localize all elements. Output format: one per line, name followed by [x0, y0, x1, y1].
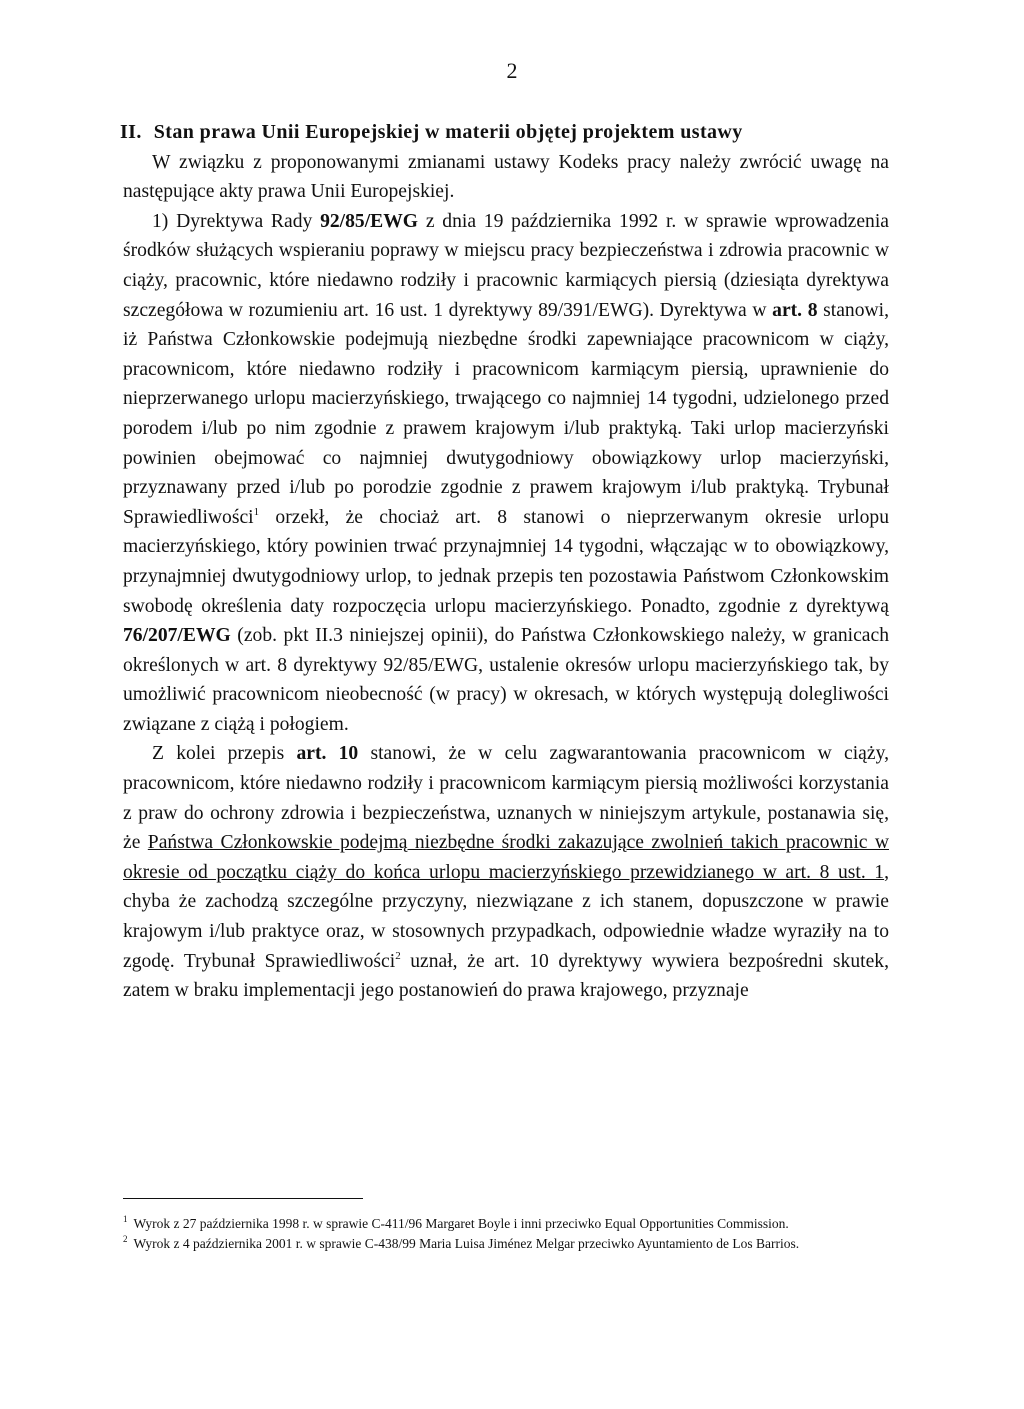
intro-paragraph: W związku z proponowanymi zmianami ustawy Kodeks pracy należy zwrócić uwagę na następujące akty prawa Unii Europejskiej.	[123, 151, 889, 203]
directive-76-207-label: 76/207/EWG	[123, 625, 231, 647]
footnote-2-text: Wyrok z 4 października 2001 r. w sprawie C-438/99 Maria Luisa Jiménez Melgar przeciwko Ayuntamiento de Los Barrios.	[133, 1236, 800, 1251]
art10-text-a: stanowi, że w celu zagwarantowania pracownicom w ciąży, pracownicom, które niedawno rodziły i pracownicom karmiącym piersią możliwości korzystania z praw do ochrony zdrowia i bezpieczeństwa, uznanych w niniejszym artykule, postanawia się, że	[123, 743, 889, 854]
footnote-1-text: Wyrok z 27 października 1998 r. w sprawie C-411/96 Margaret Boyle i inni przeciwko Equal Opportunities Commission.	[133, 1216, 789, 1231]
directive-92-85-paragraph	[123, 207, 889, 740]
art10-text-b: , chyba że zachodzą szczególne przyczyny, niezwiązane z ich stanem, dopuszczone w prawie krajowym i/lub praktyce oraz, w stosownych przypadkach, odpowiednie władze wyraziły na to zgodę. Trybunał Sprawiedliwości	[123, 861, 889, 972]
item1-text-c: orzekł, że chociaż art. 8 stanowi o nieprzerwanym okresie urlopu macierzyńskiego, który powinien trwać przynajmniej 14 tygodni, włączając w to obowiązkowy, przynajmniej dwutygodniowy urlop, to jednak przepis ten pozostawia Państwom Członkowskim swobodę określenia daty rozpoczęcia urlopu macierzyńskiego. Ponadto, zgodnie z dyrektywą	[123, 506, 889, 617]
section-title: Stan prawa Unii Europejskiej w materii objętej projektem ustawy	[153, 121, 743, 143]
document-body	[120, 118, 889, 1006]
item1-prefix: 1) Dyrektywa Rady	[152, 210, 321, 232]
footnote-ref-2: 2	[395, 949, 401, 962]
page-number: 2	[506, 58, 518, 83]
section-heading	[120, 118, 889, 148]
section-number: II.	[120, 121, 142, 143]
item1-text-d: (zob. pkt II.3 niniejszej opinii), do Państwa Członkowskiego należy, w granicach określonych w art. 8 dyrektywy 92/85/EWG, ustalenie okresów urlopu macierzyńskiego tak, by umożliwić pracownicom nieobecność (w pracy) w okresach, w których występują dolegliwości związane z ciążą i połogiem.	[123, 625, 889, 735]
underlined-provision: Państwa Członkowskie podejmą niezbędne środki zakazujące zwolnień takich pracownic w okresie od początku ciąży do końca urlopu macierzyńskiego przewidzianego w art. 8 ust. 1	[123, 832, 889, 883]
item1-text-b: stanowi, iż Państwa Członkowskie podejmują niezbędne środki zapewniające pracownicom w ciąży, pracownicom, które niedawno rodziły i pracownicom karmiącym piersią, uprawnienie do nieprzerwanego urlopu macierzyńskiego, trwającego co najmniej 14 tygodni, udzielonego przed porodem i/lub po nim zgodnie z prawem krajowym i/lub praktyką. Taki urlop macierzyński powinien obejmować co najmniej dwutygodniowy obowiązkowy urlop macierzyński, przyznawany przed i/lub po porodzie zgodnie z prawem krajowym i/lub praktyką. Trybunał Sprawiedliwości	[123, 299, 889, 528]
footnote-divider	[123, 1198, 363, 1199]
art10-prefix: Z kolei przepis	[152, 743, 297, 765]
footnote-2	[123, 1234, 889, 1254]
footnote-ref-1: 1	[253, 505, 260, 518]
footnote-1-mark: 1	[123, 1214, 128, 1224]
item1-text-a: z dnia 19 października 1992 r. w sprawie wprowadzenia środków służących wspieraniu poprawy w miejscu pracy bezpieczeństwa i zdrowia pracownic w ciąży, pracownic, które niedawno rodziły i pracownic karmiących piersią (dziesiąta dyrektywa szczegółowa w rozumieniu art. 16 ust. 1 dyrektywy 89/391/EWG). Dyrektywa w	[123, 210, 889, 321]
art10-paragraph	[123, 739, 889, 1005]
art8-label: art. 8	[772, 299, 818, 321]
art10-text-c: uznał, że art. 10 dyrektywy wywiera bezpośredni skutek, zatem w braku implementacji jego postanowień do prawa krajowego, przyznaje	[123, 950, 889, 1002]
art10-label: art. 10	[296, 743, 359, 765]
footnote-2-mark: 2	[123, 1234, 128, 1244]
footnotes	[123, 1214, 889, 1254]
footnote-1	[123, 1214, 889, 1234]
directive-92-85-label: 92/85/EWG	[320, 210, 419, 232]
